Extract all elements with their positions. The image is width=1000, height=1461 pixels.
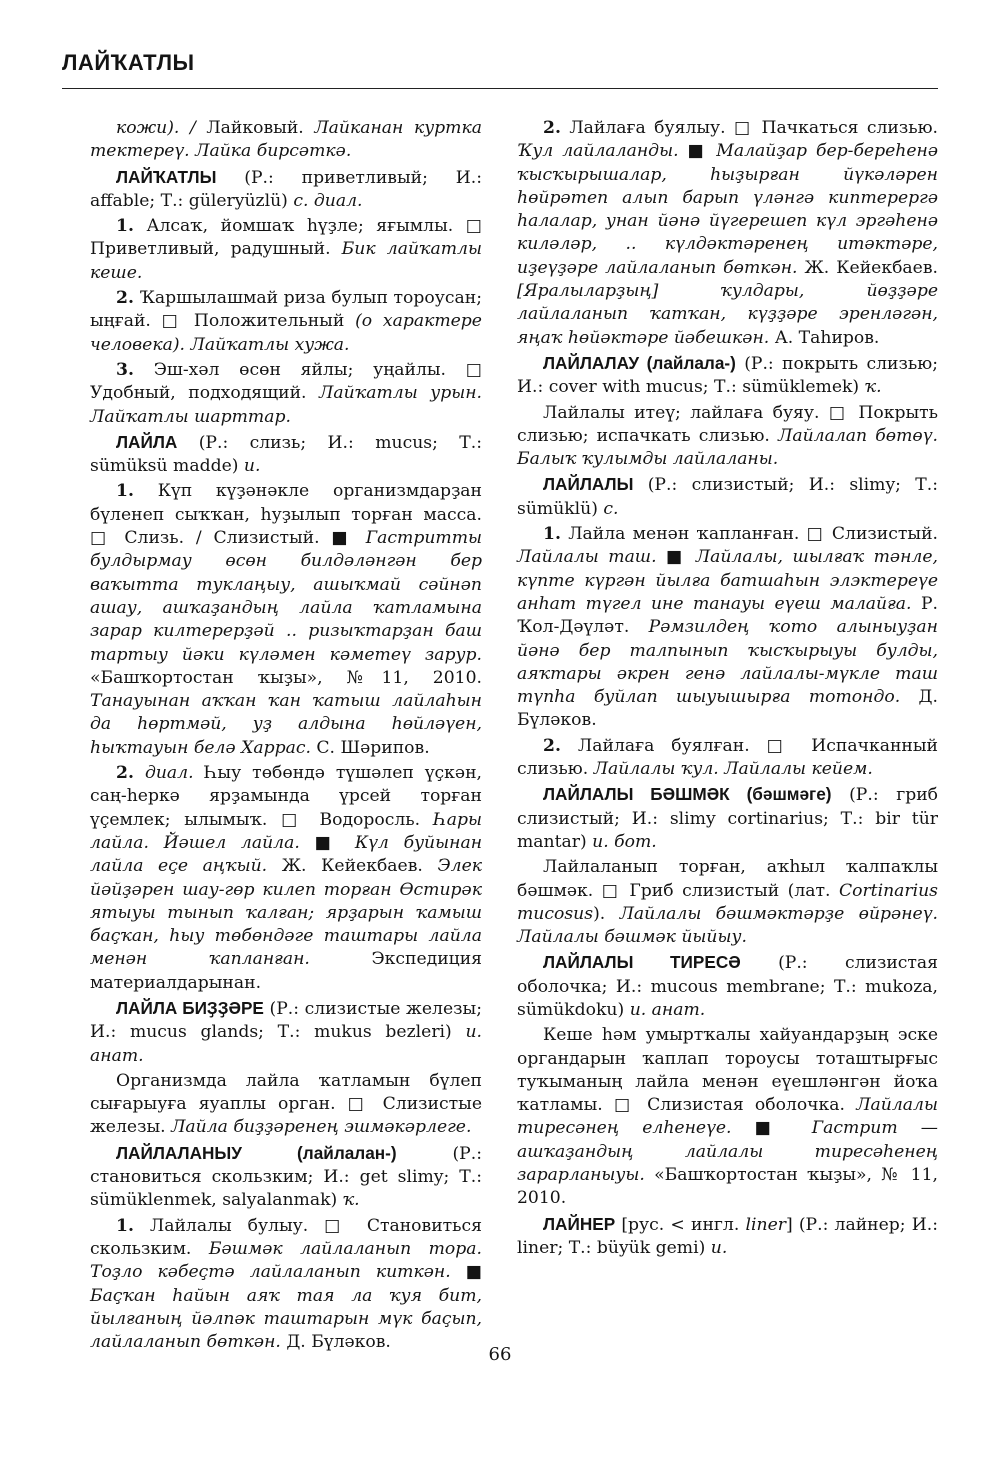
right-column xyxy=(517,117,938,1262)
left-column xyxy=(90,117,482,1356)
dictionary-paragraph: 1. Лайлалы булыу. □ Становиться скользким. Бәшмәк лайлаланып тора. Тоҙло кәбеҫтә лайлаланып киткән. ■ Баҫҡан һайын аяҡ тая ла ҡуя бит, йылғаның йәлпәк таштарын мүк баҫып, лайлаланып бөткән. Д. Бүләков. xyxy=(90,1215,482,1353)
dictionary-paragraph: ЛАЙЛАЛЫ БӘШМӘК (бәшмәге) (Р.: гриб слизистый; И.: slimy cortinarius; Т.: bir tür mantar) и. бот. xyxy=(517,784,939,852)
dictionary-paragraph: 2. диал. Һыу төбөндә түшәлеп үҫкән, саң-һеркә ярҙамында үрсей торған үҫемлек; ылымыҡ. □ Водоросль. Һары лайла. Йәшел лайла. ■ Күл буйынан лайла еҫе аңҡый. Ж. Кейекбаев. Элек йәйҙәрен шау-гөр килеп торған Өстирәк ятыуы тынып ҡалған; ярҙарын ҡамыш баҫҡан, һыу төбөндәге таштары лайла менән ҡапланған. Экспедиция материалдарынан. xyxy=(90,763,483,993)
header-title: ЛАЙҠАТЛЫ xyxy=(62,50,195,75)
dictionary-paragraph: 2. Ҡаршылашмай риза булып тороусан; ыңғай. □ Положительный (о характере человека). Лайҡатлы хужа. xyxy=(90,288,482,355)
dictionary-paragraph: Организмда лайла ҡатламын бүлеп сығарыуға яуаплы орган. □ Слизистые железы. Лайла биҙҙәренең эшмәкәрлеге. xyxy=(90,1070,482,1138)
dictionary-paragraph: ЛАЙЛА (Р.: слизь; И.: mucus; Т.: sümüksü madde) и. xyxy=(90,431,482,477)
dictionary-paragraph: ЛАЙЛАЛАНЫУ (лайлалан-) (Р.: становиться скользким; И.: get slimy; Т.: sümüklenmek, salyalanmak) ҡ. xyxy=(90,1142,482,1211)
dictionary-paragraph: 2. Лайлаға буялыу. □ Пачкаться слизью. Ҡул лайлаланды. ■ Малайҙар бер-береһенә ҡысҡырышалар, һыҙырған йүкәләрен һөйрәтеп алып барып үләнгә киптерергә һалалар, унан йәнә йүгерешеп күл эргәһенә киләләр, .. күлдәктәренең итәктәре, иҙеүҙәре лайлаланып бөткән. Ж. Кейекбаев. [Яралыларҙың] ҡулдары, йөҙҙәре лайлаланып ҡатҡан, күҙҙәре эренләгән, яңаҡ һөйәктәре йәбешкән. А. Таһиров. xyxy=(517,118,939,348)
dictionary-paragraph: 3. Эш-хәл өсөн яйлы; уңайлы. □ Удобный, подходящий. Лайҡатлы урын. Лайҡатлы шарттар. xyxy=(90,359,482,427)
dictionary-paragraph: ЛАЙЛАЛЫ (Р.: слизистый; И.: slimy; Т.: sümüklü) с. xyxy=(517,474,938,519)
running-header xyxy=(62,50,938,76)
dictionary-paragraph: ЛАЙЛАЛАУ (лайлала-) (Р.: покрыть слизью; И.: cover with mucus; Т.: sümüklemek) ҡ. xyxy=(517,352,938,398)
dictionary-paragraph: Кеше һәм умыртҡалы хайуандарҙың эске органдарын ҡаплап тороусы тоташтырғыс туҡыманың лайла менән еүешләнгән йоҡа ҡатламы. □ Слизистая оболочка. Лайлалы тиресәнең елһенеүе. ■ Гастрит — ашҡаҙандың лайлалы тиресәһенең зарарланыуы. «Башҡортостан ҡыҙы», № 11, 2010. xyxy=(517,1025,938,1209)
dictionary-paragraph: ЛАЙНЕР [рус. < ингл. liner] (Р.: лайнер; И.: liner; Т.: büyük gemi) и. xyxy=(517,1213,938,1258)
dictionary-paragraph: 1. Алсаҡ, йомшаҡ һүҙле; яғымлы. □ Приветливый, радушный. Бик лайҡатлы кеше. xyxy=(90,216,482,283)
dictionary-paragraph: Лайлалы итеү; лайлаға буяу. □ Покрыть слизью; испачкать слизью. Лайлалап бөтөү. Балыҡ ҡулымды лайлаланы. xyxy=(517,402,938,470)
dictionary-paragraph: ЛАЙЛА БИҘҘӘРЕ (Р.: слизистые железы; И.: mucus glands; Т.: mukus bezleri) и. анат. xyxy=(90,997,482,1066)
dictionary-paragraph: 2. Лайлаға буялған. □ Испачканный слизью. Лайлалы ҡул. Лайлалы кейем. xyxy=(517,735,938,780)
page-number: 66 xyxy=(488,1344,512,1365)
dictionary-paragraph: ЛАЙҠАТЛЫ (Р.: приветливый; И.: affable; Т.: güleryüzlü) с. диал. xyxy=(90,166,482,211)
header-rule xyxy=(62,88,938,89)
dictionary-paragraph: кожи). / Лайковый. Лайканан куртка тектереү. Лайка бирсәткә. xyxy=(90,118,482,162)
dictionary-paragraph: 1. Күп күҙәнәкле организмдарҙан бүленеп сыҡҡан, һуҙылып торған масса. □ Слизь. / Слизистый. ■ Гастритты булдырмау өсөн билдәләнгән бер ваҡытта туклаңыу, ашыҡмай сәйнәп ашау, ашҡаҙандың лайла ҡатламына зарар килтерерҙәй .. ризыҡтарҙан баш тартыу йәки күләмен кәметеү зарур. «Башҡортостан ҡыҙы», №11, 2010. Танауынан аҡҡан ҡан ҡатыш лайлаһын да һөртмәй, уҙ алдына һөйләүен, һыҡтауын белә Харрас. С. Шәрипов. xyxy=(90,481,482,758)
dictionary-paragraph: 1. Лайла менән ҡапланған. □ Слизистый. Лайлалы таш. ■ Лайлалы, шылғаҡ тәнле, күпте күргән йылға батшаһын элэктереүе анһат түгел ине танауы еүеш малайға. Р. Ҡол-Дәүләт. Рәмзилдең ҡото алыныуҙан йәнә бер талпынып ҡысҡырыуы булды, аяҡтары әкрен генә лайлалы-мүкле таш түпһа буйлап шыуышырға тотондо. Д. Бүләков. xyxy=(517,524,938,731)
dictionary-paragraph: ЛАЙЛАЛЫ ТИРЕСӘ (Р.: слизистая оболочка; И.: mucous membrane; Т.: mukoza, sümükdoku) и. анат. xyxy=(517,952,939,1020)
dictionary-paragraph: Лайлаланып торған, аҡһыл ҡалпаҡлы бәшмәк. □ Гриб слизистый (лат. Cortinarius mucosus). Лайлалы бәшмәктәрҙе өйрәнеү. Лайлалы бәшмәк йыйыу. xyxy=(517,857,938,948)
